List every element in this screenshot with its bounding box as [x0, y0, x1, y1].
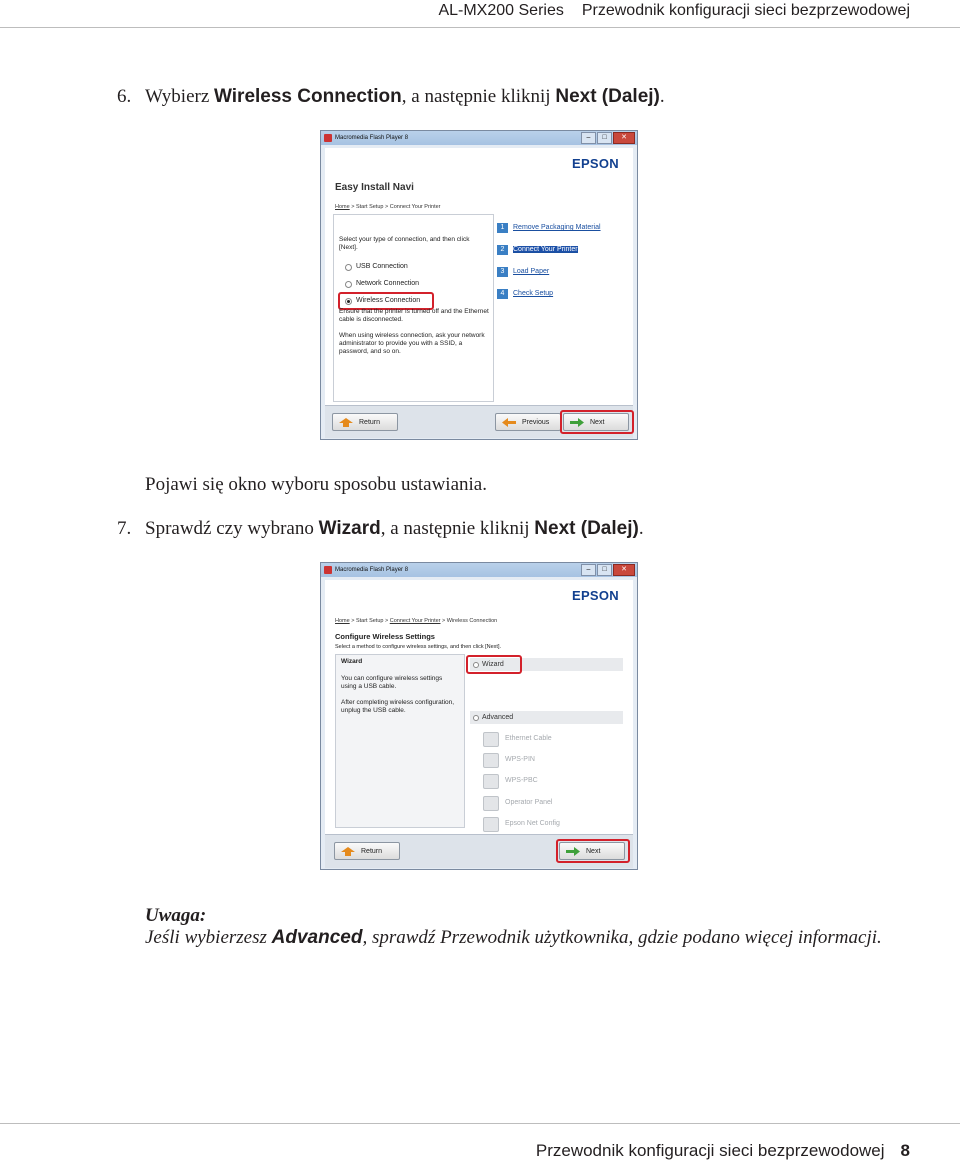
step-label: Load Paper	[513, 268, 550, 275]
wps-icon	[483, 753, 499, 768]
page-number: 8	[900, 1141, 910, 1160]
ethernet-icon	[483, 732, 499, 747]
window-client	[325, 580, 633, 865]
nav-step-3[interactable]	[497, 268, 549, 275]
running-footer	[536, 1141, 910, 1161]
step-text: Sprawdź czy wybrano	[145, 518, 319, 539]
step-7	[117, 518, 644, 540]
operator-panel-icon	[483, 796, 499, 811]
connection-prompt: Select your type of connection, and then click [Next].	[339, 236, 470, 251]
nav-step-2[interactable]	[497, 246, 578, 253]
next-label: Next	[590, 419, 605, 426]
step-text: .	[659, 86, 665, 107]
advanced-item-label: WPS-PIN	[505, 756, 535, 763]
network-config-icon	[483, 817, 499, 832]
advice-text: When using wireless connection, ask your network administrator to provide you with a SSID, a password, and so on.	[339, 332, 485, 355]
breadcrumb-connect-link[interactable]: Connect Your Printer	[389, 618, 441, 624]
note-text-part: , sprawdź Przewodnik użytkownika, gdzie podano więcej informacji.	[362, 927, 882, 948]
step-bold-next: Next (Dalej)	[534, 518, 639, 539]
ensure-text: Ensure that the printer is turned off and the Ethernet cable is disconnected.	[339, 308, 489, 323]
wizard-panel-title: Wizard	[341, 658, 363, 665]
option-network[interactable]: Network Connection	[345, 280, 419, 287]
step-6	[117, 86, 665, 108]
section-title: Configure Wireless Settings	[335, 632, 435, 641]
advanced-item-label: Ethernet Cable	[505, 735, 552, 742]
window-controls	[581, 132, 635, 144]
highlight-next	[560, 410, 634, 434]
step-bold-wireless: Wireless Connection	[214, 86, 402, 107]
wizard-text-2: After completing wireless configuration, unplug the USB cable.	[341, 699, 455, 714]
epson-logo: EPSON	[571, 588, 619, 603]
header-guide-title: Przewodnik konfiguracji sieci bezprzewodowej	[581, 2, 910, 19]
step-label: Connect Your Printer	[513, 246, 578, 253]
return-arrow-icon	[339, 418, 353, 427]
running-header	[438, 0, 910, 28]
previous-arrow-icon	[502, 418, 516, 427]
step-label: Remove Packaging Material	[513, 224, 601, 231]
close-icon[interactable]: ✕	[613, 132, 635, 144]
footer-rule	[0, 1123, 960, 1124]
maximize-icon[interactable]: □	[597, 132, 612, 144]
option-usb[interactable]: USB Connection	[345, 263, 408, 270]
step-label: Check Setup	[513, 290, 554, 297]
step-number: 7.	[117, 518, 132, 539]
paragraph-info: Pojawi się okno wyboru sposobu ustawiania.	[145, 474, 487, 495]
breadcrumb-text: > Start Setup >	[349, 204, 390, 210]
advanced-item-epson-net-config	[475, 817, 560, 831]
nav-step-1[interactable]	[497, 224, 601, 231]
window-title: Macromedia Flash Player 8	[335, 135, 409, 141]
breadcrumb-home-link[interactable]: Home	[335, 204, 350, 210]
close-icon[interactable]: ✕	[613, 564, 635, 576]
minimize-icon[interactable]: –	[581, 132, 596, 144]
breadcrumb	[335, 618, 497, 624]
step-text: , a następnie kliknij	[380, 518, 535, 539]
return-label: Return	[359, 419, 381, 426]
step-badge: 2	[497, 245, 508, 255]
note-text-part: Jeśli wybierzesz	[145, 927, 272, 948]
advanced-item-operator-panel	[475, 796, 552, 810]
step-bold-wizard: Wizard	[318, 518, 381, 539]
highlight-next	[556, 839, 630, 863]
window-titlebar	[321, 131, 637, 145]
advanced-item-ethernet	[475, 732, 552, 746]
return-button[interactable]	[332, 413, 398, 431]
return-arrow-icon	[341, 847, 355, 856]
breadcrumb-text: > Start Setup >	[349, 618, 390, 624]
return-button[interactable]	[334, 842, 400, 860]
breadcrumb-home-link[interactable]: Home	[335, 618, 350, 624]
note-box	[145, 905, 882, 949]
app-title: Easy Install Navi	[335, 182, 414, 193]
section-prompt: Select a method to configure wireless settings, and then click [Next].	[335, 644, 501, 650]
wps-icon	[483, 774, 499, 789]
breadcrumb	[335, 204, 441, 210]
advanced-item-label: WPS-PBC	[505, 777, 538, 784]
option-wizard[interactable]: Wizard	[470, 658, 623, 671]
note-title: Uwaga:	[145, 905, 207, 926]
option-advanced[interactable]: Advanced	[470, 711, 623, 724]
previous-label: Previous	[522, 419, 550, 426]
step-number: 6.	[117, 86, 132, 107]
header-product: AL-MX200 Series	[438, 2, 564, 19]
note-bold-advanced: Advanced	[271, 927, 363, 948]
maximize-icon[interactable]: □	[597, 564, 612, 576]
return-label: Return	[361, 848, 383, 855]
advanced-item-wps-pin	[475, 753, 535, 767]
screenshot-configure-wireless	[320, 562, 638, 870]
window-controls	[581, 564, 635, 576]
button-bar	[325, 405, 633, 438]
footer-guide-title: Przewodnik konfiguracji sieci bezprzewodowej	[535, 1141, 885, 1160]
flash-app-icon	[324, 134, 332, 142]
window-title: Macromedia Flash Player 8	[335, 567, 409, 573]
wizard-text-1: You can configure wireless settings using a USB cable.	[341, 675, 443, 690]
screenshot-easy-install-navi	[320, 130, 638, 440]
step-text: .	[638, 518, 644, 539]
step-badge: 4	[497, 289, 508, 299]
nav-step-4[interactable]	[497, 290, 553, 297]
note-text	[145, 927, 882, 949]
advanced-item-label: Epson Net Config	[505, 820, 560, 827]
header-rule	[0, 27, 960, 28]
advanced-item-wps-pbc	[475, 774, 538, 788]
step-text: Wybierz	[145, 86, 215, 107]
breadcrumb-current: Connect Your Printer	[389, 204, 441, 210]
option-wireless[interactable]: Wireless Connection	[345, 297, 420, 304]
step-bold-next: Next (Dalej)	[555, 86, 660, 107]
window-client	[325, 148, 633, 435]
next-label: Next	[586, 848, 601, 855]
previous-button[interactable]	[495, 413, 561, 431]
advanced-item-label: Operator Panel	[505, 799, 553, 806]
window-titlebar	[321, 563, 637, 577]
step-text: , a następnie kliknij	[401, 86, 556, 107]
breadcrumb-current: > Wireless Connection	[440, 618, 498, 624]
epson-logo: EPSON	[571, 156, 619, 171]
highlight-wizard	[466, 655, 522, 674]
step-badge: 1	[497, 223, 508, 233]
step-badge: 3	[497, 267, 508, 277]
flash-app-icon	[324, 566, 332, 574]
button-bar	[325, 834, 633, 868]
minimize-icon[interactable]: –	[581, 564, 596, 576]
